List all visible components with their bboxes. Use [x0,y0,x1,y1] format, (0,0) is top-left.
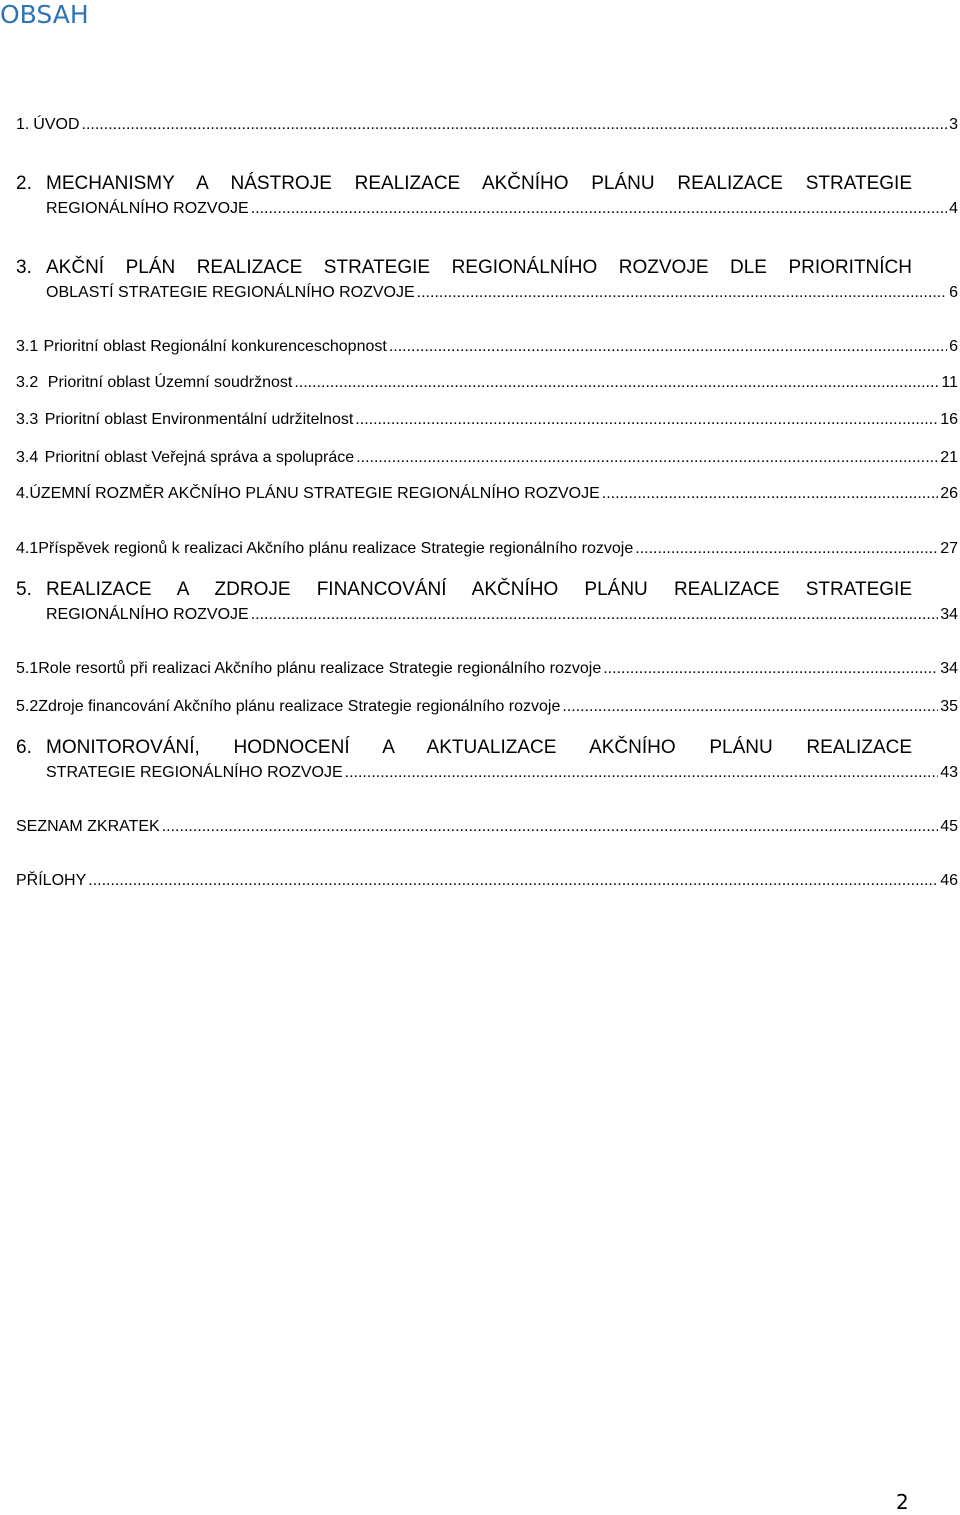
toc-leader-dots [635,540,938,558]
toc-entry-number: 5.1 [16,660,39,677]
toc-entry-label: Prioritní oblast Veřejná správa a spolupráce [44,449,355,466]
toc-entry-page: 16 [940,411,958,428]
toc-entry-number: 5. [16,579,32,600]
toc-entry-label: MECHANISMY A NÁSTROJE REALIZACE AKČNÍHO PLÁNU REALIZACE STRATEGIE [46,173,912,194]
toc-entry-5-2[interactable] [16,698,958,726]
toc-entry-page: 6 [949,338,958,355]
toc-entry-5-line-2[interactable] [46,606,958,634]
toc-entry-label: REALIZACE A ZDROJE FINANCOVÁNÍ AKČNÍHO PLÁNU REALIZACE STRATEGIE [46,579,912,600]
toc-entry-6-line-1[interactable] [16,734,912,762]
toc-leader-dots [162,818,938,836]
toc-entry-number: 3.1 [16,338,39,355]
toc-entry-page: 34 [940,660,958,677]
toc-entry-label: ÚVOD [33,116,80,133]
toc-entry-label: Příspěvek regionů k realizaci Akčního plánu realizace Strategie regionálního rozvoje [38,540,634,557]
toc-entry-3-2[interactable] [16,374,958,402]
toc-entry-label: AKČNÍ PLÁN REALIZACE STRATEGIE REGIONÁLNÍHO ROZVOJE DLE PRIORITNÍCH [46,257,912,278]
toc-entry-page: 21 [940,449,958,466]
footer-page-number: 2 [896,1490,909,1514]
toc-entry-page: 43 [940,764,958,781]
toc-leader-dots [389,338,947,356]
toc-entry-3-1[interactable] [16,338,958,366]
toc-entry-label: Prioritní oblast Regionální konkurenceschopnost [43,338,387,355]
toc-leader-dots [251,200,947,218]
toc-entry-page: 6 [949,284,958,301]
toc-leader-dots [603,660,938,678]
toc-entry-number: 3.2 [16,374,39,391]
toc-entry-page: 11 [941,374,958,391]
toc-entry-4[interactable] [16,485,958,513]
toc-entry-label-cont: OBLASTÍ STRATEGIE REGIONÁLNÍHO ROZVOJE [46,284,415,301]
toc-entry-number: 3. [16,257,32,278]
toc-entry-number: 2. [16,173,32,194]
toc-entry-4-1[interactable] [16,540,958,568]
toc-leader-dots [251,606,939,624]
toc-leader-dots [356,449,938,467]
toc-entry-number: 3.4 [16,449,39,466]
toc-leader-dots [294,374,939,392]
toc-entry-page: 46 [940,872,958,889]
toc-entry-2-line-1[interactable] [16,170,912,198]
toc-entry-label: PŘÍLOHY [16,872,87,889]
toc-entry-number: 3.3 [16,411,39,428]
toc-entry-label: ÚZEMNÍ ROZMĚR AKČNÍHO PLÁNU STRATEGIE REGIONÁLNÍHO ROZVOJE [29,485,600,502]
toc-entry-3-3[interactable] [16,411,958,439]
toc-leader-dots [345,764,939,782]
toc-leader-dots [417,284,947,302]
toc-entry-5-1[interactable] [16,660,958,688]
toc-entry-page: 34 [940,606,958,623]
toc-entry-label: SEZNAM ZKRATEK [16,818,160,835]
toc-leader-dots [355,411,938,429]
toc-leader-dots [602,485,938,503]
page-title: OBSAH [0,0,89,29]
toc-entry-page: 4 [949,200,958,217]
toc-entry-page: 45 [940,818,958,835]
toc-entry-5-line-1[interactable] [16,576,912,604]
toc-leader-dots [82,116,948,134]
toc-entry-1[interactable] [16,116,958,144]
toc-entry-6-line-2[interactable] [46,764,958,792]
toc-entry-number: 4. [16,485,30,502]
toc-entry-label: Zdroje financování Akčního plánu realizace Strategie regionálního rozvoje [38,698,561,715]
toc-entry-label: Prioritní oblast Environmentální udržitelnost [44,411,354,428]
toc-leader-dots [88,872,938,890]
toc-entry-number: 4.1 [16,540,39,557]
toc-entry-3-line-2[interactable] [46,284,958,312]
toc-leader-dots [562,698,938,716]
toc-entry-3-line-1[interactable] [16,254,912,282]
toc-entry-number: 5.2 [16,698,39,715]
toc-entry-label: MONITOROVÁNÍ, HODNOCENÍ A AKTUALIZACE AKČNÍHO PLÁNU REALIZACE [46,737,912,758]
toc-entry-label-cont: REGIONÁLNÍHO ROZVOJE [46,200,249,217]
toc-entry-appendices[interactable] [16,872,958,900]
toc-entry-page: 3 [949,116,958,133]
toc-entry-abbreviations[interactable] [16,818,958,846]
toc-entry-number: 6. [16,737,32,758]
toc-entry-page: 27 [940,540,958,557]
toc-entry-page: 35 [940,698,958,715]
toc-entry-label-cont: REGIONÁLNÍHO ROZVOJE [46,606,249,623]
toc-entry-2-line-2[interactable] [46,200,958,228]
toc-entry-label: Prioritní oblast Územní soudržnost [47,374,293,391]
toc-entry-page: 26 [940,485,958,502]
toc-entry-label-cont: STRATEGIE REGIONÁLNÍHO ROZVOJE [46,764,343,781]
toc-entry-number: 1. [16,116,30,133]
toc-entry-label: Role resortů při realizaci Akčního plánu realizace Strategie regionálního rozvoje [38,660,602,677]
toc-entry-3-4[interactable] [16,449,958,477]
